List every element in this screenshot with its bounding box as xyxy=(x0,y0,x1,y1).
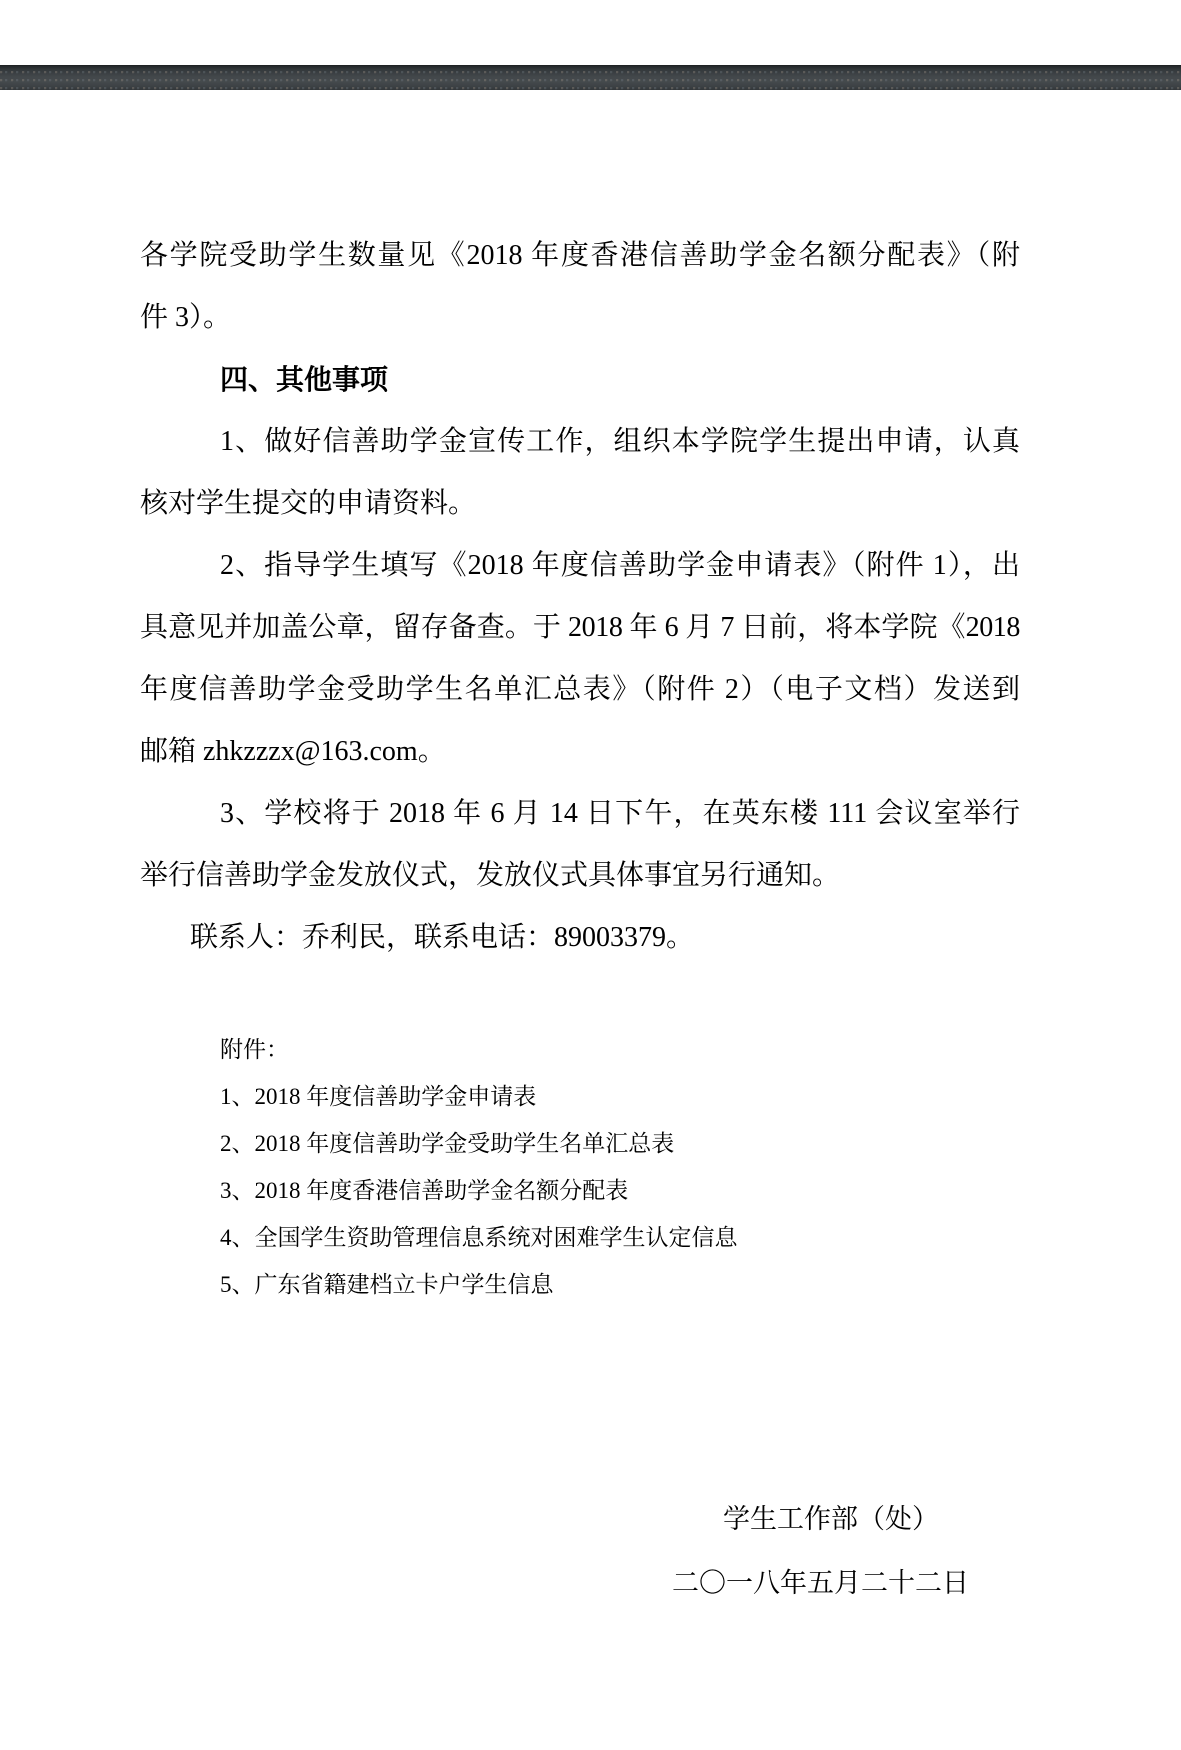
page-separator xyxy=(0,65,1181,91)
paragraph-line: 3、学校将于 2018 年 6 月 14 日下午，在英东楼 111 会议室举行 xyxy=(220,798,1020,829)
attachment-item: 1、2018 年度信善助学金申请表 xyxy=(220,1084,537,1109)
section-heading: 四、其他事项 xyxy=(220,364,389,395)
document-page xyxy=(0,90,1181,1750)
signature-block xyxy=(140,1487,1020,1615)
paragraph-line: 件 3）。 xyxy=(140,302,232,333)
attachment-item: 2、2018 年度信善助学金受助学生名单汇总表 xyxy=(220,1131,675,1156)
attachment-item: 5、广东省籍建档立卡户学生信息 xyxy=(220,1272,554,1297)
paragraph-line: 1、做好信善助学金宣传工作，组织本学院学生提出申请，认真 xyxy=(220,426,1020,457)
attachment-item: 3、2018 年度香港信善助学金名额分配表 xyxy=(220,1178,629,1203)
email-line: 邮箱 zhkzzzx@163.com。 xyxy=(140,736,446,767)
signature-department: 学生工作部（处） xyxy=(723,1504,939,1534)
signature-date: 二〇一八年五月二十二日 xyxy=(672,1568,969,1598)
paragraph-line: 2、指导学生填写《2018 年度信善助学金申请表》（附件 1），出 xyxy=(220,550,1020,581)
previous-page-bottom xyxy=(0,0,1181,65)
document-content xyxy=(140,90,1020,1615)
paragraph-line: 核对学生提交的申请资料。 xyxy=(140,488,477,519)
paragraph-line: 各学院受助学生数量见《2018 年度香港信善助学金名额分配表》（附 xyxy=(140,240,1020,271)
contact-line: 联系人：乔利民，联系电话：89003379。 xyxy=(190,922,695,953)
paragraph-line: 举行信善助学金发放仪式，发放仪式具体事宜另行通知。 xyxy=(140,860,841,891)
attachments-label: 附件： xyxy=(220,1037,289,1062)
attachments-block xyxy=(140,1026,1020,1308)
paragraph-line: 年度信善助学金受助学生名单汇总表》（附件 2）（电子文档）发送到 xyxy=(140,674,1020,705)
attachment-item: 4、全国学生资助管理信息系统对困难学生认定信息 xyxy=(220,1225,738,1250)
paragraph-line: 具意见并加盖公章，留存备查。于 2018 年 6 月 7 日前，将本学院《2018 xyxy=(140,612,1020,643)
